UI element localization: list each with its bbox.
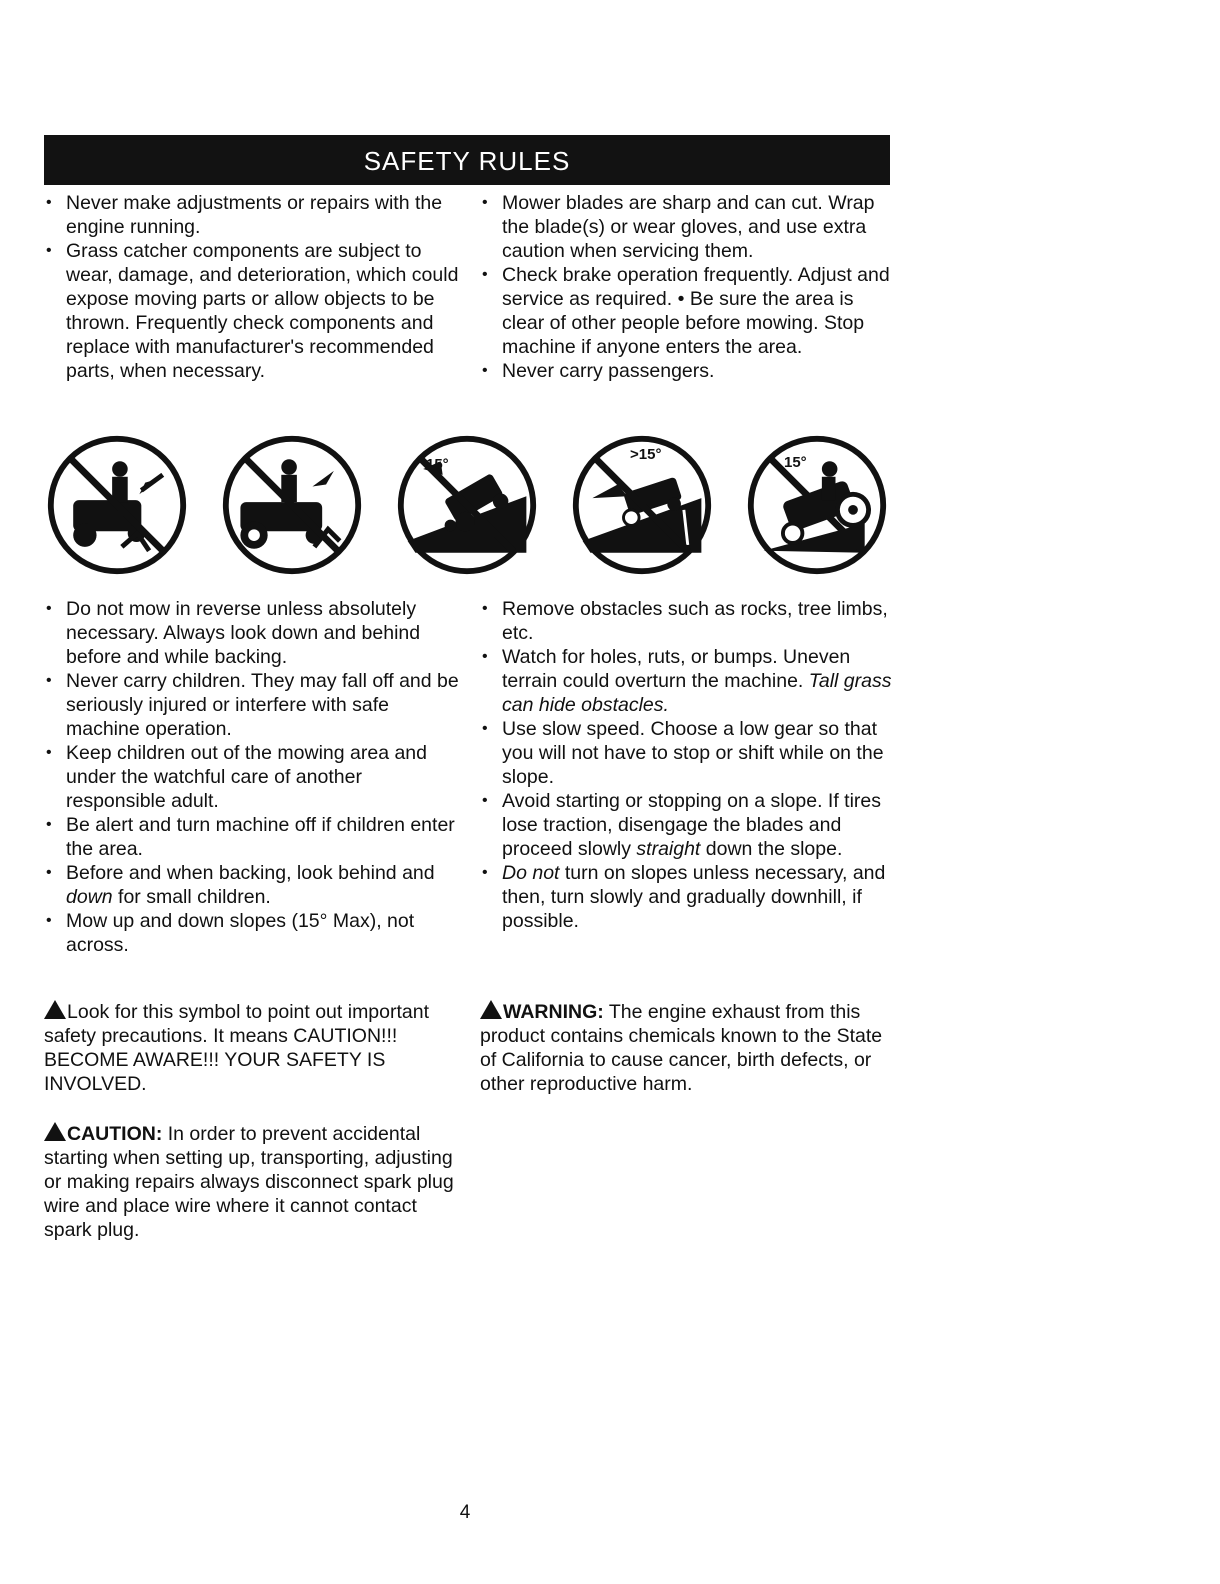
- list-item: • Do not mow in reverse unless absolutely necessary. Always look down and behind before and while backing.: [44, 597, 464, 669]
- caution-label: CAUTION:: [67, 1123, 163, 1145]
- slope-label: 15°: [784, 454, 807, 471]
- warning-triangle-icon: [44, 1122, 66, 1141]
- emphasis-text: Tall grass can hide obstacles.: [502, 670, 892, 716]
- slope-tip-over-icon: [394, 432, 540, 578]
- list-item: • Mow up and down slopes (15° Max), not across.: [44, 909, 464, 957]
- safety-pictograms: [44, 432, 890, 587]
- list-item: • Never carry children. They may fall off and be seriously injured or interfere with safe machine operation.: [44, 669, 464, 741]
- list-item: • Mower blades are sharp and can cut. Wrap the blade(s) or wear gloves, and use extra caution when servicing them.: [480, 191, 900, 263]
- list-item: • Keep children out of the mowing area and under the watchful care of another responsible adult.: [44, 741, 464, 813]
- list-item: [44, 861, 464, 909]
- top-right-column: [480, 191, 900, 383]
- list-item-text: Watch for holes, ruts, or bumps. Uneven terrain could overturn the machine.: [502, 646, 851, 692]
- list-item: [480, 861, 900, 933]
- list-item: • Never carry passengers.: [480, 359, 900, 383]
- no-passengers-icon: [219, 432, 365, 578]
- emphasis-text: Do not: [502, 862, 560, 884]
- warning-triangle-icon: [44, 1000, 66, 1019]
- list-item-text: down the slope.: [700, 838, 843, 860]
- caution-notice: [44, 1122, 464, 1242]
- warning-text: The engine exhaust from this product contains chemicals known to the State of California to cause cancer, birth defects, or other reproductive harm.: [480, 1001, 883, 1095]
- safety-symbol-notice: [44, 1000, 464, 1096]
- caution-text: In order to prevent accidental starting when setting up, transporting, adjusting or making repairs always disconnect spark plug wire and place wire where it cannot contact spark plug.: [44, 1123, 454, 1241]
- notice-text: Look for this symbol to point out important safety precautions. It means CAUTION!!! BECOME AWARE!!! YOUR SAFETY IS INVOLVED.: [44, 1001, 430, 1095]
- warning-triangle-icon: [480, 1000, 502, 1019]
- list-item: [480, 789, 900, 861]
- warning-notice: [480, 1000, 900, 1096]
- list-item: • Be alert and turn machine off if children enter the area.: [44, 813, 464, 861]
- no-steep-slope-mowing-icon: [744, 432, 890, 578]
- list-item-text: for small children.: [112, 886, 271, 908]
- page-number: 4: [459, 1502, 471, 1523]
- section-title-banner: SAFETY RULES: [44, 135, 890, 185]
- list-item-text: turn on slopes unless necessary, and then, turn slowly and gradually downhill, if possible.: [502, 862, 886, 932]
- list-item-text: Avoid starting or stopping on a slope. If tires lose traction, disengage the blades and proceed slowly: [502, 790, 882, 860]
- mid-left-column: [44, 597, 464, 957]
- list-item: • Grass catcher components are subject to wear, damage, and deterioration, which could expose moving parts or allow objects to be thrown. Frequently check components and replace with manufacturer's recommended parts, when necessary.: [44, 239, 464, 383]
- top-left-column: [44, 191, 464, 383]
- slope-label: 15°: [426, 456, 449, 473]
- slope-label: >15°: [630, 446, 662, 463]
- list-item-text: Before and when backing, look behind and: [66, 862, 435, 884]
- list-item: [480, 645, 900, 717]
- list-item: • Remove obstacles such as rocks, tree limbs, etc.: [480, 597, 900, 645]
- no-reverse-mowing-icon: [44, 432, 190, 578]
- mid-right-column: [480, 597, 900, 933]
- emphasis-text: straight: [636, 838, 701, 860]
- emphasis-text: down: [66, 886, 113, 908]
- warning-label: WARNING:: [503, 1001, 604, 1023]
- list-item: • Never make adjustments or repairs with the engine running.: [44, 191, 464, 239]
- list-item: • Use slow speed. Choose a low gear so that you will not have to stop or shift while on the slope.: [480, 717, 900, 789]
- list-item: • Check brake operation frequently. Adjust and service as required. • Be sure the area is clear of other people before mowing. Stop machine if anyone enters the area.: [480, 263, 900, 359]
